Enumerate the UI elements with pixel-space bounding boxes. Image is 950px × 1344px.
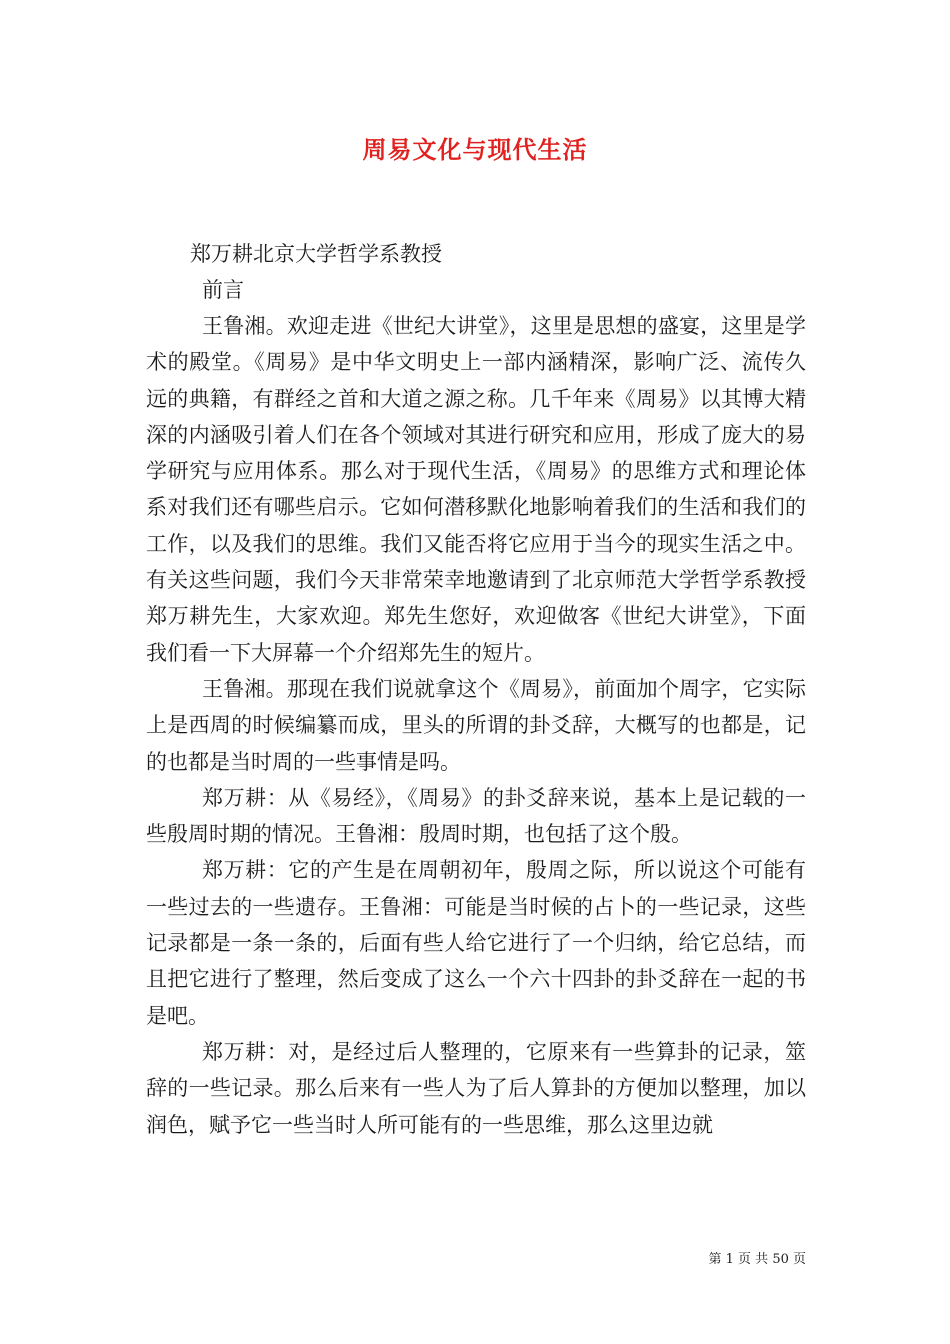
preface-label: 前言 (202, 278, 244, 302)
body-text (146, 308, 806, 1143)
author-line: 郑万耕北京大学哲学系教授 (190, 242, 442, 266)
paragraph: 郑万耕：从《易经》，《周易》的卦爻辞来说，基本上是记载的一些殷周时期的情况。王鲁湘：殷周时期，也包括了这个殷。 (146, 785, 806, 847)
paragraph: 郑万耕：它的产生是在周朝初年，殷周之际，所以说这个可能有一些过去的一些遗存。王鲁湘：可能是当时候的占卜的一些记录，这些记录都是一条一条的，后面有些人给它进行了一个归纳，给它总结，而且把它进行了整理，然后变成了这么一个六十四卦的卦爻辞在一起的书是吧。 (146, 858, 806, 1028)
document-title: 周易文化与现代生活 (362, 135, 588, 164)
paragraph: 王鲁湘。欢迎走进《世纪大讲堂》，这里是思想的盛宴，这里是学术的殿堂。《周易》是中华文明史上一部内涵精深，影响广泛、流传久远的典籍，有群经之首和大道之源之称。几千年来《周易》以其博大精深的内涵吸引着人们在各个领域对其进行研究和应用，形成了庞大的易学研究与应用体系。那么对于现代生活，《周易》的思维方式和理论体系对我们还有哪些启示。它如何潜移默化地影响着我们的生活和我们的工作，以及我们的思维。我们又能否将它应用于当今的现实生活之中。有关这些问题，我们今天非常荣幸地邀请到了北京师范大学哲学系教授郑万耕先生，大家欢迎。郑先生您好，欢迎做客《世纪大讲堂》，下面我们看一下大屏幕一个介绍郑先生的短片。 (146, 314, 806, 665)
paragraph: 郑万耕：对，是经过后人整理的，它原来有一些算卦的记录，筮辞的一些记录。那么后来有一些人为了后人算卦的方便加以整理，加以润色，赋予它一些当时人所可能有的一些思维，那么这里边就 (146, 1039, 806, 1137)
paragraph: 王鲁湘。那现在我们说就拿这个《周易》，前面加个周字，它实际上是西周的时候编纂而成，里头的所谓的卦爻辞，大概写的也都是，记的也都是当时周的一些事情是吗。 (146, 676, 806, 774)
page-number-footer: 第 1 页 共 50 页 (708, 1252, 806, 1267)
